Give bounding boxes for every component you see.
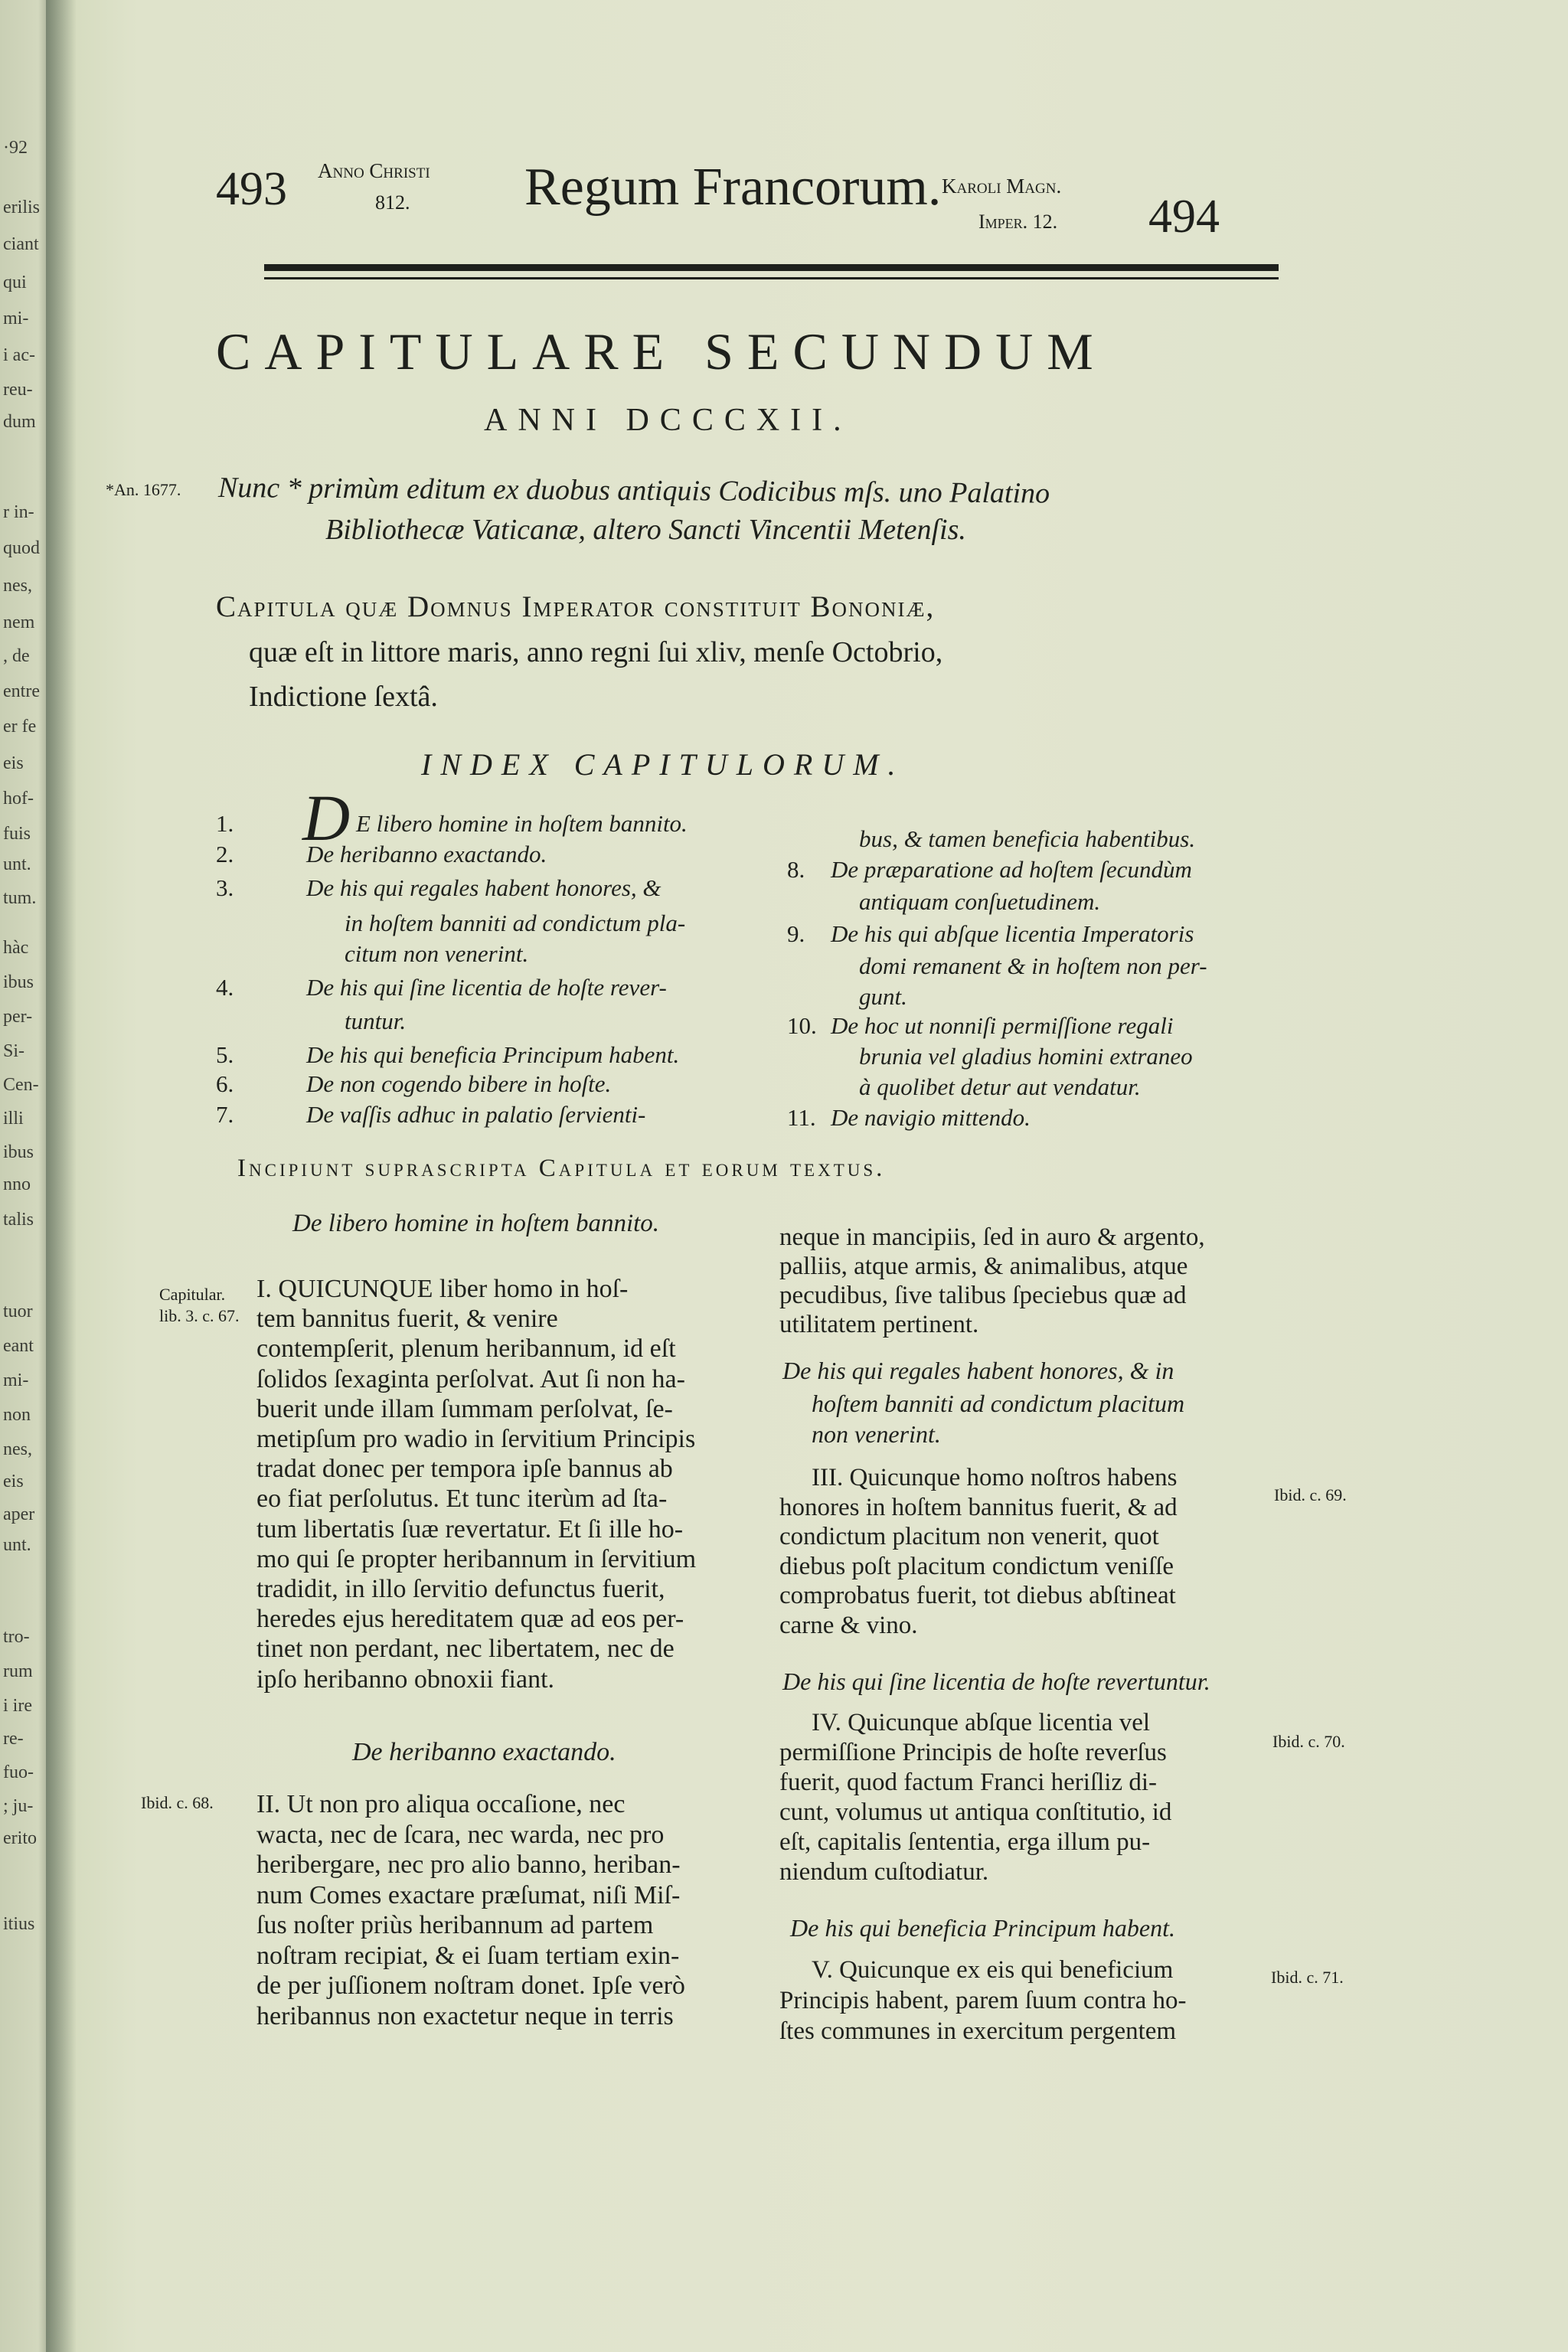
index-number: 10. [787, 1012, 817, 1039]
page-number-left: 493 [216, 163, 287, 215]
text-line: utilitatem pertinent. [779, 1311, 979, 1338]
text-line: III. Quicunque homo noſtros habens [812, 1464, 1178, 1491]
section-heading-3: non venerint. [812, 1420, 941, 1448]
anno-year: 812. [375, 191, 410, 214]
previous-page-fragment: aper [3, 1504, 35, 1524]
previous-page-fragment: mi- [3, 309, 29, 328]
text-line: carne & vino. [779, 1611, 918, 1639]
karoli-label: Karoli Magn. [942, 175, 1062, 198]
text-line: tradat donec per tempora ipſe bannus ab [256, 1455, 673, 1484]
section-heading-3: De his qui regales habent honores, & in [782, 1357, 1174, 1384]
index-entry: E libero homine in hoſtem bannito. [356, 810, 688, 837]
text-line: eſt, capitalis ſententia, erga illum pu- [779, 1828, 1151, 1856]
section-heading-2: De heribanno exactando. [352, 1738, 616, 1766]
subtitle: ANNI DCCCXII. [484, 403, 852, 438]
text-line: heredes ejus hereditatem quæ ad eos per- [256, 1605, 684, 1634]
previous-page-fragment: itius [3, 1914, 35, 1934]
index-number: 4. [216, 974, 234, 1001]
previous-page-fragment: erito [3, 1828, 37, 1848]
previous-page-fragment: hàc [3, 938, 29, 958]
previous-page-fragment: illi [3, 1109, 24, 1129]
text-line: ſtes communes in exercitum pergentem [779, 2017, 1177, 2045]
index-entry: De hoc ut nonniſi permiſſione regali [831, 1012, 1174, 1039]
index-entry: domi remanent & in hoſtem non per- [859, 952, 1207, 979]
previous-page-fragment: nes, [3, 576, 32, 596]
previous-page-fragment: i ire [3, 1696, 32, 1716]
previous-page-fragment: unt. [3, 1535, 31, 1555]
text-line: permiſſione Principis de hoſte reverſus [779, 1739, 1167, 1766]
text-line: IV. Quicunque abſque licentia vel [812, 1709, 1151, 1736]
text-line: tum libertatis ſuæ revertatur. Et ſi ille ho- [256, 1514, 684, 1544]
previous-page-fragment: nes, [3, 1439, 32, 1459]
text-line: V. Quicunque ex eis qui beneficium [812, 1956, 1174, 1984]
previous-page-fragment: unt. [3, 854, 31, 874]
main-title: CAPITULARE SECUNDUM [216, 322, 1107, 381]
index-entry: De his qui regales habent honores, & [306, 874, 662, 901]
text-line: comprobatus fuerit, tot diebus abſtineat [779, 1582, 1176, 1609]
text-line: II. Ut non pro aliqua occaſione, nec [256, 1790, 626, 1818]
index-initial: D [302, 781, 351, 854]
index-entry: in hoſtem banniti ad condictum pla- [345, 910, 686, 936]
text-line: ſolidos ſexaginta perſolvat. Aut ſi non ha- [256, 1364, 685, 1393]
text-line: wacta, nec de ſcara, nec warda, nec pro [256, 1820, 665, 1849]
index-entry: antiquam conſuetudinem. [859, 888, 1101, 915]
previous-page-fragment: per- [3, 1007, 33, 1027]
previous-page-fragment: dum [3, 412, 36, 432]
text-line: pecudibus, ſive talibus ſpeciebus quæ ad [779, 1282, 1187, 1309]
text-line: metipſum pro wadio in ſervitium Principis [256, 1425, 696, 1453]
margin-ref-capitular: Capitular. [159, 1285, 226, 1304]
previous-page-fragment: eis [3, 753, 24, 773]
index-entry: De his qui abſque licentia Imperatoris [831, 920, 1194, 947]
margin-ref-ibid-71: Ibid. c. 71. [1271, 1968, 1344, 1987]
previous-page-fragment: fuo- [3, 1762, 34, 1782]
index-number: 11. [787, 1104, 816, 1131]
text-line: mo qui ſe propter heribannum in ſervitium [256, 1544, 697, 1573]
index-number: 6. [216, 1070, 234, 1097]
text-line: noſtram recipiat, & ei ſuam tertiam exin- [256, 1941, 680, 1970]
previous-page-fragment: er fe [3, 717, 37, 737]
previous-page-fragment: , de [3, 646, 30, 666]
header-rule-thick [264, 264, 1279, 271]
text-line: tinet non perdant, nec libertatem, nec de [256, 1635, 675, 1664]
index-entry: brunia vel gladius homini extraneo [859, 1043, 1193, 1070]
previous-page-fragment: ibus [3, 1142, 34, 1162]
index-entry: tuntur. [345, 1008, 407, 1034]
index-number: 7. [216, 1101, 234, 1128]
index-entry: De his qui ſine licentia de hoſte rever- [306, 974, 667, 1001]
previous-page-fragment: eis [3, 1472, 24, 1491]
previous-page-fragment: ciant [3, 234, 39, 254]
index-entry: De his qui beneficia Principum habent. [306, 1041, 680, 1068]
capitula-line-1: Capitula quæ Domnus Imperator constituit Bononiæ, [216, 590, 936, 623]
previous-page-fragment: Si- [3, 1041, 25, 1061]
previous-page-fragment: tuor [3, 1302, 33, 1321]
margin-ref-lib: lib. 3. c. 67. [159, 1306, 240, 1325]
book-page [46, 0, 1568, 2352]
text-line: neque in mancipiis, ſed in auro & argento, [779, 1223, 1205, 1251]
index-entry: citum non venerint. [345, 940, 529, 967]
previous-page-fragment: Cen- [3, 1075, 39, 1095]
index-entry: gunt. [859, 983, 907, 1010]
index-number: 2. [216, 841, 234, 867]
incipiunt-heading: Incipiunt suprascripta Capitula et eorum textus. [237, 1155, 886, 1182]
text-line: condictum placitum non venerit, quot [779, 1523, 1159, 1550]
text-line: num Comes exactare præſumat, niſi Miſ- [256, 1880, 681, 1909]
text-line: niendum cuſtodiatur. [779, 1858, 989, 1886]
previous-page-fragment: ibus [3, 972, 34, 992]
header-rule-thin [264, 277, 1279, 279]
anno-christi-label: Anno Christi [318, 159, 430, 182]
index-number: 1. [216, 810, 234, 837]
previous-page-fragment: quod [3, 538, 40, 558]
previous-page-fragment: non [3, 1405, 31, 1425]
previous-page-fragment: nno [3, 1174, 31, 1194]
imper-year: Imper. 12. [978, 211, 1058, 233]
margin-ref-ibid-68: Ibid. c. 68. [141, 1793, 214, 1812]
previous-page-fragment: ; ju- [3, 1796, 34, 1816]
previous-page-fragment: mi- [3, 1370, 29, 1390]
text-line: diebus poſt placitum condictum veniſſe [779, 1552, 1174, 1580]
previous-page-fragment: r in- [3, 502, 34, 522]
text-line: Principis habent, parem ſuum contra ho- [779, 1987, 1187, 2014]
text-line: tem bannitus fuerit, & venire [256, 1305, 558, 1334]
previous-page-fragment: fuis [3, 824, 31, 844]
text-line: honores in hoſtem bannitus fuerit, & ad [779, 1493, 1178, 1521]
text-line: tradidit, in illo ſervitio defunctus fuerit, [256, 1575, 665, 1603]
previous-page-fragment: erilis [3, 198, 40, 217]
margin-ref-ibid-70: Ibid. c. 70. [1272, 1732, 1345, 1751]
previous-page-fragment: reu- [3, 380, 33, 400]
index-entry: à quolibet detur aut vendatur. [859, 1073, 1141, 1100]
previous-page-fragment: tro- [3, 1627, 30, 1647]
capitula-line-3: Indictione ſextâ. [249, 681, 438, 713]
index-title: INDEX CAPITULORUM. [421, 747, 905, 782]
text-line: heribergare, nec pro alio banno, heriban- [256, 1851, 681, 1879]
text-line: eo fiat perſolutus. Et tunc iterùm ad ſta- [256, 1485, 668, 1514]
text-line: buerit unde illam ſummam perſolvat, ſe- [256, 1394, 673, 1423]
index-number: 8. [787, 856, 805, 883]
previous-page-fragment: talis [3, 1210, 34, 1230]
index-entry: De navigio mittendo. [831, 1104, 1031, 1131]
text-line: heribannus non exactetur neque in terris [256, 2001, 674, 2030]
text-line: contempſerit, plenum heribannum, id eſt [256, 1334, 676, 1364]
text-line: cunt, volumus ut antiqua conſtitutio, id [779, 1798, 1172, 1826]
previous-page-fragment: rum [3, 1661, 33, 1681]
previous-page-fragment: hof- [3, 789, 34, 808]
text-line: de per juſſionem noſtram donet. Ipſe verò [256, 1971, 685, 2000]
margin-ref-ibid-69: Ibid. c. 69. [1274, 1485, 1347, 1504]
margin-note-an: *An. 1677. [106, 480, 181, 499]
text-line: I. QUICUNQUE liber homo in hoſ- [256, 1275, 629, 1303]
section-heading-4: De his qui ſine licentia de hoſte revertuntur. [782, 1668, 1210, 1695]
index-entry: De præparatione ad hoſtem ſecundùm [831, 856, 1192, 883]
running-title: Regum Francorum. [524, 158, 942, 217]
text-line: palliis, atque armis, & animalibus, atque [779, 1253, 1188, 1280]
index-number: 5. [216, 1041, 234, 1068]
index-entry: De heribanno exactando. [306, 841, 547, 867]
capitula-line-2: quæ eſt in littore maris, anno regni ſui xliv, menſe Octobrio, [249, 636, 943, 668]
index-entry: De vaſſis adhuc in palatio ſervienti- [306, 1101, 646, 1128]
index-number: 3. [216, 874, 234, 901]
gutter-shadow [46, 0, 77, 2352]
intro-line-1: Nunc * primùm editum ex duobus antiquis Codicibus mſs. uno Palatino [217, 472, 1050, 510]
previous-page-fragment: nem [3, 612, 35, 632]
index-number: 9. [787, 920, 805, 947]
index-entry: De non cogendo bibere in hoſte. [306, 1070, 612, 1097]
page-number-right: 494 [1148, 191, 1220, 243]
previous-page-fragment: ·92 [3, 138, 28, 158]
text-line: fuerit, quod factum Franci heriſliz di- [779, 1769, 1158, 1796]
section-heading-3: hoſtem banniti ad condictum placitum [812, 1390, 1185, 1417]
previous-page-fragment: qui [3, 273, 27, 292]
previous-page-fragment: eant [3, 1336, 34, 1356]
text-line: ſus noſter priùs heribannum ad partem [256, 1911, 654, 1939]
section-heading-5: De his qui beneficia Principum habent. [790, 1914, 1176, 1942]
index-entry: bus, & tamen beneficia habentibus. [859, 825, 1196, 852]
section-heading-1: De libero homine in hoſtem bannito. [292, 1210, 660, 1237]
previous-page-fragment: entre [3, 681, 40, 701]
text-line: ipſo heribanno obnoxii fiant. [256, 1664, 555, 1694]
previous-page-fragment: i ac- [3, 345, 35, 365]
previous-page-fragment: re- [3, 1729, 24, 1749]
intro-line-2: Bibliothecæ Vaticanæ, altero Sancti Vincentii Metenſis. [325, 514, 966, 546]
previous-page-fragment: tum. [3, 888, 37, 908]
